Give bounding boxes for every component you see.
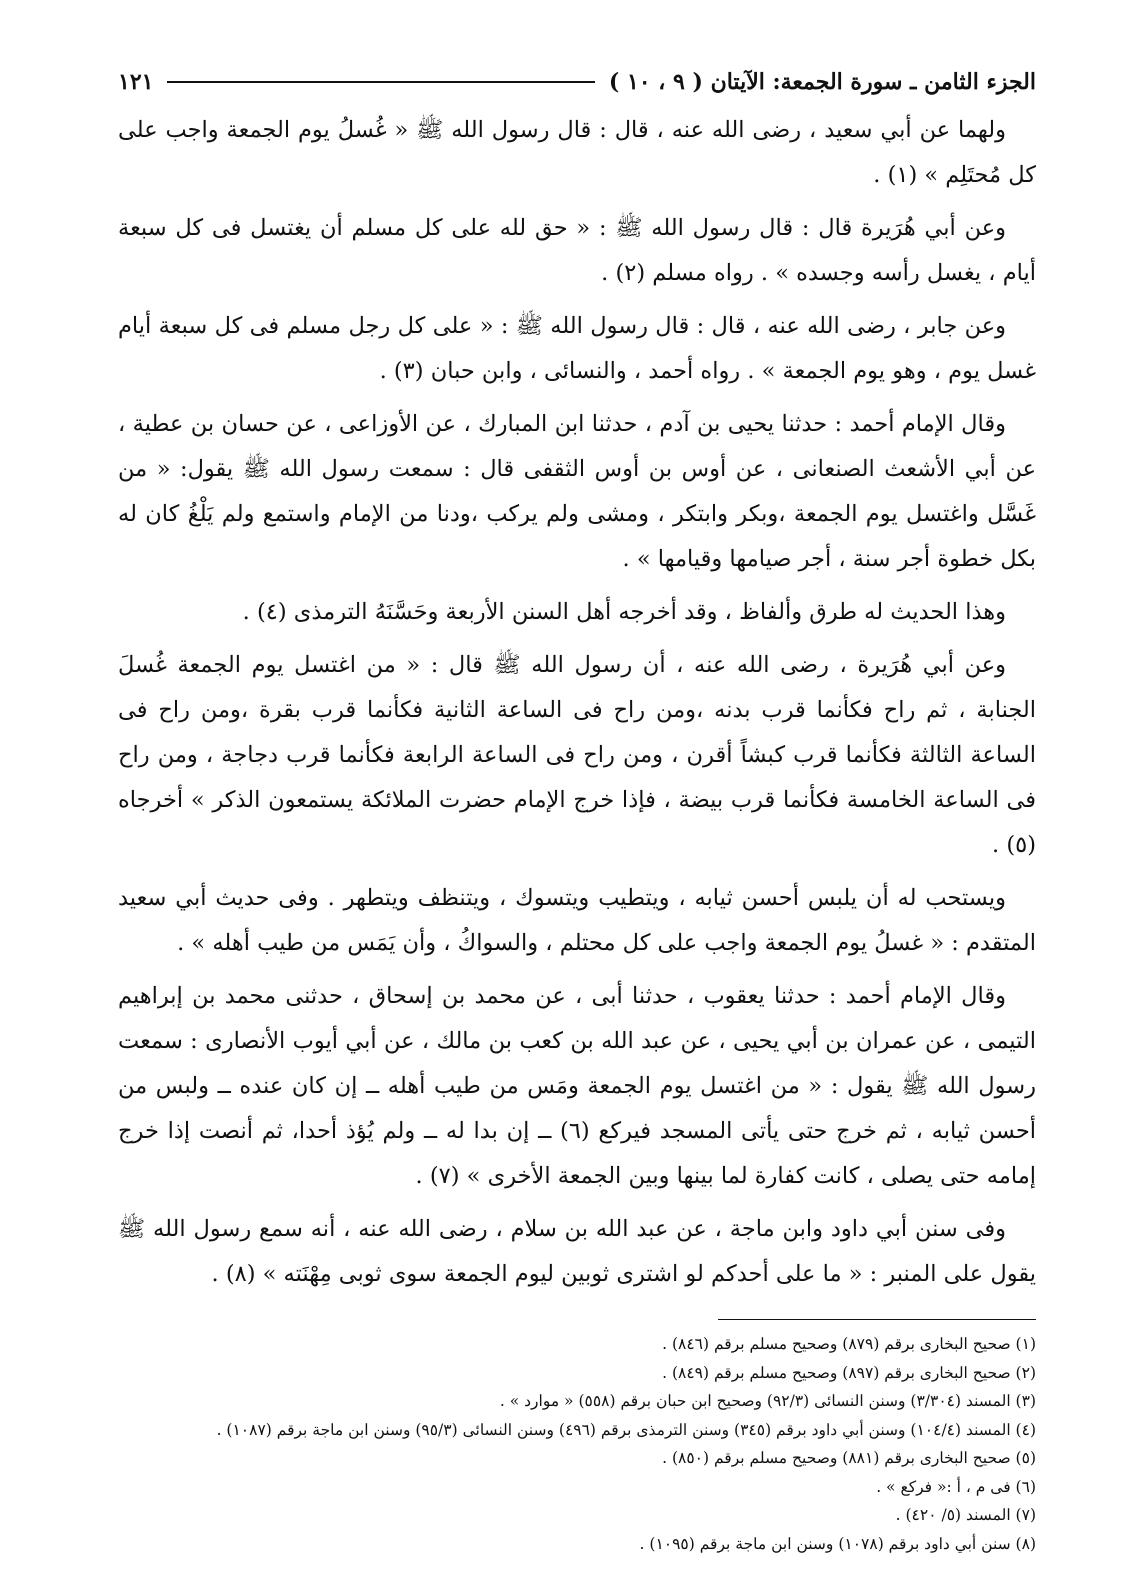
running-title: الجزء الثامن ـ سورة الجمعة: الآيتان ( ٩ ، ١٠ ) <box>608 69 1036 95</box>
book-page <box>118 62 1036 1558</box>
footnote: (٥) صحيح البخارى برقم (٨٨١) وصحيح مسلم برقم (٨٥٠) . <box>662 1449 1036 1467</box>
paragraph: ولهما عن أبي سعيد ، رضى الله عنه ، قال : قال رسول الله ﷺ « غُسلُ يوم الجمعة واجب على كل مُحتَلِم » (١) . <box>118 117 1036 188</box>
footnote: (٧) المسند (٥/ ٤٢٠) . <box>895 1506 1036 1524</box>
footnote: (٣) المسند (٣/٣٠٤) وسنن النسائى (٩٢/٣) وصحيح ابن حبان برقم (٥٥٨) « موارد » . <box>499 1392 1036 1410</box>
footnote: (٤) المسند (١٠٤/٤) وسنن أبي داود برقم (٣٤٥) وسنن الترمذى برقم (٤٩٦) وسنن النسائى (٩٥/٣) وسنن ابن ماجة برقم (١٠٨٧) . <box>216 1420 1036 1439</box>
paragraph: وقال الإمام أحمد : حدثنا يعقوب ، حدثنا أبى ، عن محمد بن إسحاق ، حدثنى محمد بن إبراهيم التيمى ، عن عمران بن أبي يحيى ، عن عبد الله بن كعب بن مالك ، عن أبي أيوب الأنصارى : سمعت رسول الله ﷺ يقول : « من اغتسل يوم الجمعة ومَس من طيب أهله ــ إن كان عنده ــ ولبس من أحسن ثيابه ، ثم خرج حتى يأتى المسجد فيركع (٦) ــ إن بدا له ــ ولم يُؤذ أحدا، ثم أنصت إذا خرج إمامه حتى يصلى ، كانت كفارة لما بينها وبين الجمعة الأخرى » (٧) . <box>118 983 1037 1189</box>
footnote: (١) صحيح البخارى برقم (٨٧٩) وصحيح مسلم برقم (٨٤٦) . <box>662 1335 1036 1353</box>
paragraph: وفى سنن أبي داود وابن ماجة ، عن عبد الله بن سلام ، رضى الله عنه ، أنه سمع رسول الله ﷺ يقول على المنبر : « ما على أحدكم لو اشترى ثوبين ليوم الجمعة سوى ثوبى مِهْنَته » (٨) . <box>118 1216 1036 1287</box>
header-rule <box>167 81 594 83</box>
paragraph: وهذا الحديث له طرق وألفاظ ، وقد أخرجه أهل السنن الأربعة وحَسَّنَهُ الترمذى (٤) . <box>242 599 1006 625</box>
footnote-separator <box>718 1319 1036 1320</box>
page-number: ١٢١ <box>118 69 154 95</box>
footnote: (٦) فى م ، أ :« فركع » . <box>876 1477 1036 1496</box>
footnote: (٨) سنن أبي داود برقم (١٠٧٨) وسنن ابن ماجة برقم (١٠٩٥) . <box>639 1534 1036 1553</box>
paragraph: ويستحب له أن يلبس أحسن ثيابه ، ويتطيب ويتسوك ، ويتنظف ويتطهر . وفى حديث أبي سعيد المتقدم : « غسلُ يوم الجمعة واجب على كل محتلم ، والسواكُ ، وأن يَمَس من طيب أهله » . <box>118 885 1036 956</box>
footnotes <box>118 1330 1036 1558</box>
paragraph: وعن جابر ، رضى الله عنه ، قال : قال رسول الله ﷺ : « على كل رجل مسلم فى كل سبعة أيام غسل يوم ، وهو يوم الجمعة » . رواه أحمد ، والنسائى ، وابن حبان (٣) . <box>118 313 1036 384</box>
paragraph: وعن أبي هُرَيرة ، رضى الله عنه ، أن رسول الله ﷺ قال : « من اغتسل يوم الجمعة غُسلَ الجنابة ، ثم راح فكأنما قرب بدنه ،ومن راح فى الساعة الثانية فكأنما قرب بقرة ،ومن راح فى الساعة الثالثة فكأنما قرب كبشاً أقرن ، ومن راح فى الساعة الرابعة فكأنما قرب دجاجة ، ومن راح فى الساعة الخامسة فكأنما قرب بيضة ، فإذا خرج الإمام حضرت الملائكة يستمعون الذكر » أخرجاه (٥) . <box>118 652 1036 858</box>
paragraph: وقال الإمام أحمد : حدثنا يحيى بن آدم ، حدثنا ابن المبارك ، عن الأوزاعى ، عن حسان بن عطية ، عن أبي الأشعث الصنعانى ، عن أوس بن أوس الثقفى قال : سمعت رسول الله ﷺ يقول: « من غَسَّل واغتسل يوم الجمعة ،وبكر وابتكر ، ومشى ولم يركب ،ودنا من الإمام واستمع ولم يَلْغُ كان له بكل خطوة أجر سنة ، أجر صيامها وقيامها » . <box>118 411 1036 572</box>
main-text <box>118 108 1036 1297</box>
paragraph: وعن أبي هُرَيرة قال : قال رسول الله ﷺ : « حق لله على كل مسلم أن يغتسل فى كل سبعة أيام ، يغسل رأسه وجسده » . رواه مسلم (٢) . <box>118 215 1036 286</box>
footnote: (٢) صحيح البخارى برقم (٨٩٧) وصحيح مسلم برقم (٨٤٩) . <box>662 1363 1036 1382</box>
page-header <box>118 62 1036 102</box>
